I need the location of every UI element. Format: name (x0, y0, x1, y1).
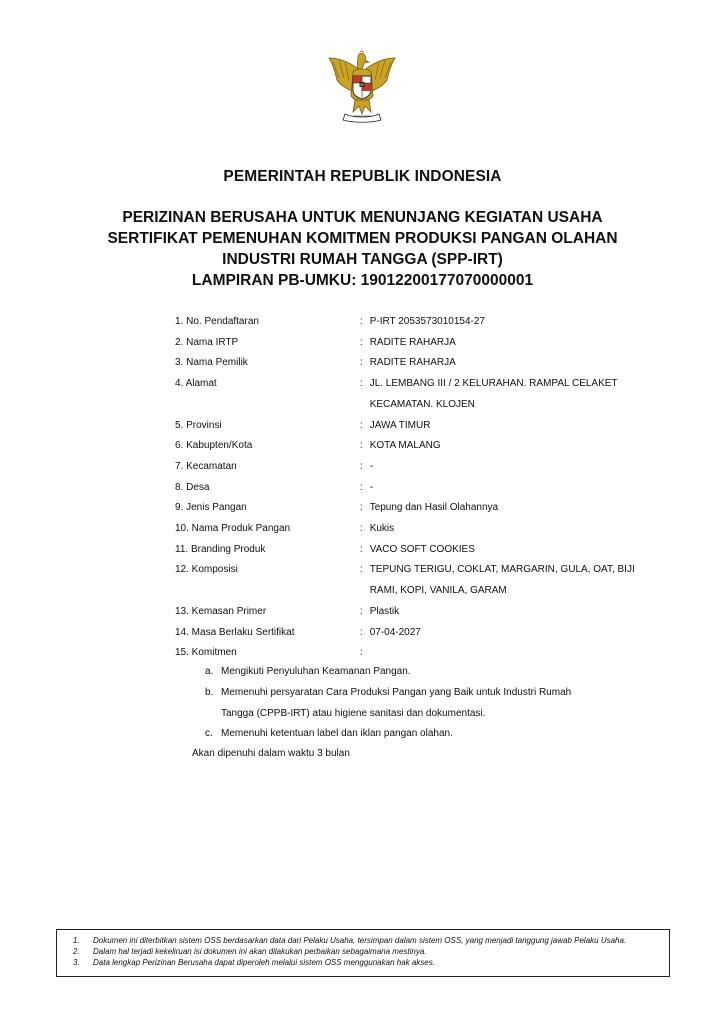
field-row-desa (175, 478, 645, 499)
field-separator: : (359, 564, 363, 576)
footer-note-2 (73, 946, 661, 957)
field-row-no-pendaftaran (175, 312, 645, 333)
footer-note-text: Data lengkap Perizinan Berusaha dapat diperoleh melalui sistem OSS menggunakan hak akses. (93, 958, 435, 967)
komitmen-mark: b. (205, 687, 214, 698)
field-label: 6. Kabupten/Kota (175, 440, 253, 452)
field-row-kecamatan (175, 457, 645, 478)
field-row-kabupaten-kota (175, 436, 645, 457)
komitmen-text: Memenuhi ketentuan label dan iklan pangan olahan. (221, 728, 453, 739)
komitmen-text: Mengikuti Penyuluhan Keamanan Pangan. (221, 666, 411, 677)
field-value: JAWA TIMUR (369, 419, 431, 431)
footer-note-number: 2. (73, 947, 80, 956)
field-separator: : (359, 605, 363, 617)
field-row-masa-berlaku (175, 623, 645, 644)
field-label: 9. Jenis Pangan (175, 502, 247, 514)
field-row-komitmen (175, 643, 645, 664)
field-separator: : (359, 502, 363, 514)
footer-note-number: 1. (73, 936, 80, 945)
field-value: VACO SOFT COOKIES (369, 543, 475, 555)
field-separator: : (359, 460, 363, 472)
field-label: 10. Nama Produk Pangan (175, 523, 291, 535)
field-separator: : (359, 647, 363, 659)
field-value: JL. LEMBANG III / 2 KELURAHAN. RAMPAL CELAKET KECAMATAN. KLOJEN (369, 378, 618, 410)
heading-line-4: LAMPIRAN PB-UMKU: 19012200177070000001 (191, 272, 534, 289)
field-separator: : (359, 336, 363, 348)
field-label: 14. Masa Berlaku Sertifikat (175, 626, 295, 638)
field-value: 07-04-2027 (369, 626, 421, 638)
komitmen-item-b (205, 683, 585, 724)
field-value: RADITE RAHARJA (369, 336, 456, 348)
garuda-emblem-icon (323, 50, 401, 124)
field-label: 5. Provinsi (175, 419, 222, 431)
heading-line-2: SERTIFIKAT PEMENUHAN KOMITMEN PRODUKSI PANGAN OLAHAN (107, 230, 618, 247)
field-row-nama-irtp (175, 333, 645, 354)
field-label: 15. Komitmen (175, 647, 237, 659)
field-value (370, 643, 645, 664)
field-separator: : (359, 543, 363, 555)
fulfilment-note: Akan dipenuhi dalam waktu 3 bulan (192, 748, 350, 759)
heading-line-3: INDUSTRI RUMAH TANGGA (SPP-IRT) (222, 251, 503, 268)
komitmen-item-a (205, 662, 535, 683)
field-value: TEPUNG TERIGU, COKLAT, MARGARIN, GULA, OAT, BIJI RAMI, KOPI, VANILA, GARAM (369, 564, 635, 597)
field-label: 7. Kecamatan (175, 460, 237, 472)
field-label: 8. Desa (175, 481, 210, 493)
field-label: 13. Kemasan Primer (175, 605, 267, 617)
field-row-nama-produk (175, 519, 645, 540)
field-row-nama-pemilik (175, 353, 645, 374)
field-label: 2. Nama IRTP (175, 336, 239, 348)
komitmen-text-continued: Tangga (CPPB-IRT) atau higiene sanitasi dan dokumentasi. (221, 707, 486, 719)
field-separator: : (359, 626, 363, 638)
field-value: Tepung dan Hasil Olahannya (369, 502, 499, 514)
heading-line-1: PERIZINAN BERUSAHA UNTUK MENUNJANG KEGIATAN USAHA (122, 209, 603, 226)
field-label: 12. Komposisi (175, 564, 238, 576)
komitmen-mark: a. (205, 666, 214, 677)
field-value: RADITE RAHARJA (369, 357, 456, 369)
footer-notes-box (56, 929, 670, 977)
komitmen-text: Memenuhi persyaratan Cara Produksi Pangan yang Baik untuk Industri Rumah (221, 687, 572, 698)
field-label: 11. Branding Produk (175, 543, 266, 555)
footer-note-1 (73, 935, 661, 946)
field-value: - (369, 460, 374, 472)
certificate-fields (175, 312, 645, 664)
field-value: KOTA MALANG (369, 440, 441, 452)
footer-note-3 (73, 957, 661, 968)
field-value: P-IRT 2053573010154-27 (369, 316, 485, 327)
field-value: Kukis (369, 523, 395, 535)
footer-note-text: Dokumen ini diterbitkan sistem OSS berdasarkan data dari Pelaku Usaha, tersimpan dalam sistem OSS, yang menjadi tanggung jawab Pelaku Usaha. (93, 936, 627, 945)
field-value: Plastik (369, 605, 400, 617)
field-row-branding (175, 540, 645, 561)
footer-note-text: Dalam hal terjadi kekeliruan isi dokumen ini akan dilakukan perbaikan sebagaimana mestinya. (93, 947, 427, 956)
komitmen-mark: c. (205, 728, 213, 739)
field-value: - (369, 481, 374, 493)
document-heading (0, 207, 725, 291)
field-separator: : (359, 419, 363, 431)
field-label: 1. No. Pendaftaran (175, 316, 259, 327)
field-row-kemasan (175, 602, 645, 623)
field-separator: : (359, 316, 363, 327)
field-label: 3. Nama Pemilik (175, 357, 248, 369)
field-separator: : (359, 378, 363, 390)
field-row-alamat (175, 374, 645, 415)
komitmen-item-c (205, 724, 535, 745)
field-label: 4. Alamat (175, 378, 217, 390)
field-row-provinsi (175, 416, 645, 437)
field-separator: : (359, 523, 363, 535)
footer-note-number: 3. (73, 958, 80, 967)
field-separator: : (359, 481, 363, 493)
field-row-komposisi (175, 560, 645, 601)
field-row-jenis-pangan (175, 498, 645, 519)
field-separator: : (359, 440, 363, 452)
field-separator: : (359, 357, 363, 369)
government-title: PEMERINTAH REPUBLIK INDONESIA (223, 168, 502, 185)
